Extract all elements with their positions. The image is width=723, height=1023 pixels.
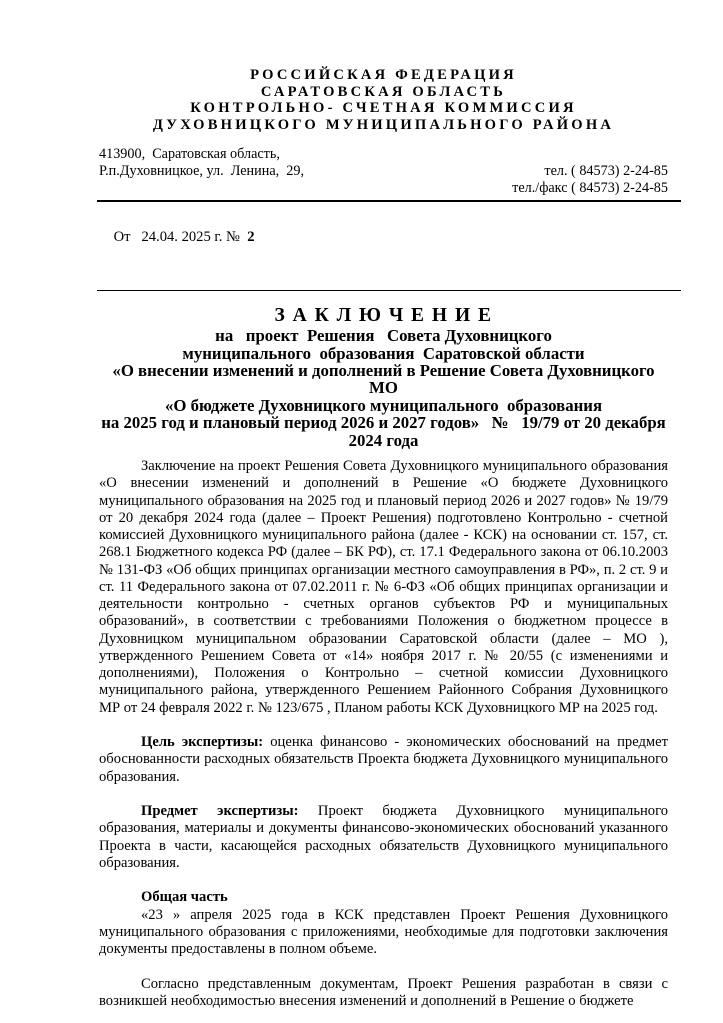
document-body xyxy=(99,458,668,1010)
title-subline-3: «О внесении изменений и дополнений в Решение Совета Духовницкого МО xyxy=(112,360,659,398)
paragraph-introduction: Заключение на проект Решения Совета Духовницкого муниципального образования «О внесении изменений и дополнений в Решение «О бюджете Духовницкого муниципального образования на 2025 год и плановый период 2026 и 2027 годов» № 19/79 от 20 декабря 2024 года (далее – Проект Решения) подготовлено Контрольно - счетной комиссией Духовницкого муниципального района (далее - КСК) на основании ст. 157, ст. 268.1 Бюджетного кодекса РФ (далее – БК РФ), ст. 17.1 Федерального закона от 06.10.2003 № 131-ФЗ «Об общих принципах организации местного самоуправления в РФ», п. 2 ст. 9 и ст. 11 Федерального закона от 07.02.2011 г. № 6-ФЗ «Об общих принципах организации и деятельности контрольно - счетных органов субъектов РФ и муниципальных образований», в соответствии с требованиями Положения о бюджетном процессе в Духовницком муниципальном образовании Саратовской области (далее – МО ), утвержденного Решением Совета от «14» ноября 2017 г. № 20/55 (с изменениями и дополнениями), Положения о Контрольно – счетной комиссии Духовницкого муниципального района, утвержденного Решением Районного Собрания Духовницкого МР от 24 февраля 2022 г. № 123/675 , Планом работы КСК Духовницкого МР на 2025 год. xyxy=(99,458,668,716)
address-line-1: 413900, Саратовская область, xyxy=(99,146,280,163)
paragraph-general-1: «23 » апреля 2025 года в КСК представлен Проект Решения Духовницкого муниципального образования с приложениями, необходимые для подготовки заключения документы предоставлены в полном объеме. xyxy=(99,906,668,957)
purpose-text: оценка финансово - экономических обоснований на предмет обоснованности расходных обязательств Проекта бюджета Духовницкого муниципального образования. xyxy=(99,734,668,785)
letterhead-line-commission: КОНТРОЛЬНО- СЧЕТНАЯ КОММИССИЯ xyxy=(190,100,577,117)
subject-label: Предмет экспертизы: xyxy=(141,803,299,819)
title-subline-2: муниципального образования Саратовской области xyxy=(182,343,585,363)
letterhead xyxy=(99,67,668,133)
phone-number: тел. ( 84573) 2-24-85 xyxy=(544,162,668,179)
paragraph-general-2: Согласно представленным документам, Проект Решения разработан в связи с возникшей необходимостью внесения изменений и дополнений в Решение о бюджете xyxy=(99,975,668,1009)
letterhead-line-region: САРАТОВСКАЯ ОБЛАСТЬ xyxy=(260,83,507,100)
contact-block xyxy=(99,146,668,196)
purpose-label: Цель экспертизы: xyxy=(141,734,264,750)
document-title: З А К Л Ю Ч Е Н И Е xyxy=(274,305,493,327)
letterhead-line-district: ДУХОВНИЦКОГО МУНИЦИПАЛЬНОГО РАЙОНА xyxy=(152,116,615,133)
divider-top-rule xyxy=(97,200,681,202)
paragraph-subject xyxy=(99,803,668,872)
reference-line xyxy=(99,213,668,261)
title-subline-5: на 2025 год и плановый период 2026 и 2027 годов» № 19/79 от 20 декабря 2024 года xyxy=(101,413,670,450)
reference-date-label: От 24.04. 2025 г. № xyxy=(113,229,248,246)
address-row-1 xyxy=(99,146,668,163)
subject-text: Проект бюджета Духовницкого муниципального образования, материалы и документы финансово-экономических обоснований указанного Проекта в части, касающейся расходных обязательств Духовницкого муниципального образования. xyxy=(99,803,668,871)
paragraph-purpose xyxy=(99,734,668,786)
section-heading-general-part: Общая часть xyxy=(141,889,228,906)
phone-fax-number: тел./факс ( 84573) 2-24-85 xyxy=(512,179,668,196)
address-row-2 xyxy=(99,163,668,180)
title-subline-1: на проект Решения Совета Духовницкого xyxy=(215,326,552,346)
reference-number: 2 xyxy=(247,229,255,246)
address-row-3 xyxy=(99,180,668,197)
address-line-2: Р.п.Духовницкое, ул. Ленина, 29, xyxy=(99,162,304,179)
divider-bottom-rule xyxy=(97,290,681,291)
letterhead-line-country: РОССИЙСКАЯ ФЕДЕРАЦИЯ xyxy=(250,67,517,83)
title-block xyxy=(99,305,668,449)
title-subline-4: «О бюджете Духовницкого муниципального образования xyxy=(164,395,603,415)
